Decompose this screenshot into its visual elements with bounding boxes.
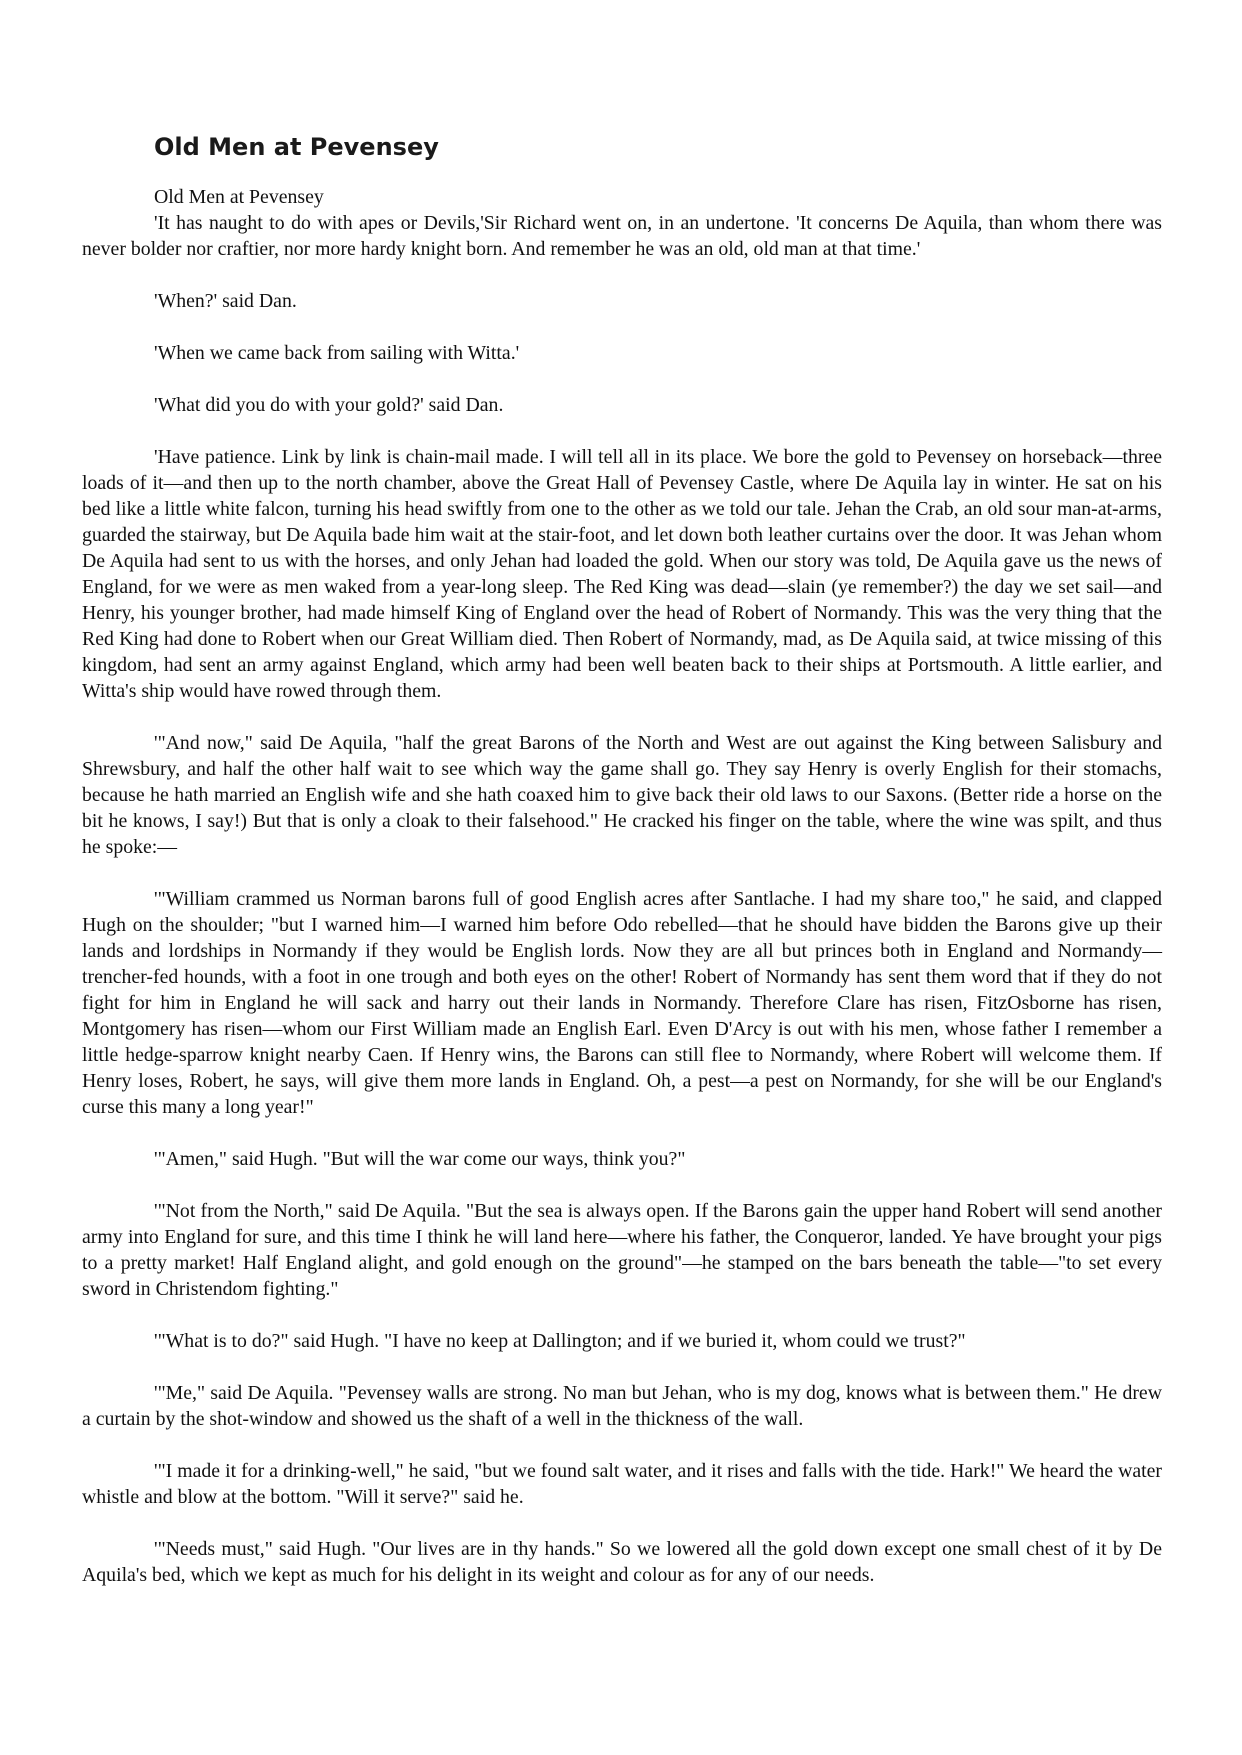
paragraph: 'What did you do with your gold?' said Dan. — [154, 394, 504, 416]
paragraph: 'When we came back from sailing with Witta.' — [154, 342, 520, 364]
paragraph: '"What is to do?" said Hugh. "I have no keep at Dallington; and if we buried it, whom could we trust?" — [154, 1330, 966, 1352]
paragraph: '"I made it for a drinking-well," he said, "but we found salt water, and it rises and falls with the tide. Hark!" We heard the water whistle and blow at the bottom. "Will it serve?" said he. — [82, 1460, 1162, 1508]
paragraph: '"Amen," said Hugh. "But will the war come our ways, think you?" — [154, 1148, 686, 1170]
paragraph: '"William crammed us Norman barons full of good English acres after Santlache. I had my share too," he said, and clapped Hugh on the shoulder; "but I warned him—I warned him before Odo rebelled—that he should have bidden the Barons give up their lands and lordships in Normandy if they would be English lords. Now they are all but princes both in England and Normandy—trencher-fed hounds, with a foot in one trough and both eyes on the other! Robert of Normandy has sent them word that if they do not fight for him in England he will sack and harry out their lands in Normandy. Therefore Clare has risen, FitzOsborne has risen, Montgomery has risen—whom our First William made an English Earl. Even D'Arcy is out with his men, whose father I remember a little hedge-sparrow knight nearby Caen. If Henry wins, the Barons can still flee to Normandy, where Robert will welcome them. If Henry loses, Robert, he says, will give them more lands in England. Oh, a pest—a pest on Normandy, for she will be our England's curse this many a long year!" — [82, 888, 1162, 1118]
document-page — [82, 130, 1162, 1588]
paragraph: '"Not from the North," said De Aquila. "But the sea is always open. If the Barons gain the upper hand Robert will send another army into England for sure, and this time I think he will land here—where his father, the Conqueror, landed. Ye have brought your pigs to a pretty market! Half England alight, and gold enough on the ground"—he stamped on the bars beneath the table—"to set every sword in Christendom fighting." — [82, 1200, 1162, 1300]
paragraph: '"And now," said De Aquila, "half the great Barons of the North and West are out against the King between Salisbury and Shrewsbury, and half the other half wait to see which way the game shall go. They say Henry is overly English for their stomachs, because he hath married an English wife and she hath coaxed him to give back their old laws to our Saxons. (Better ride a horse on the bit he knows, I say!) But that is only a cloak to their falsehood." He cracked his finger on the table, where the wine was spilt, and thus he spoke:— — [82, 732, 1162, 858]
paragraph: 'When?' said Dan. — [154, 290, 297, 312]
paragraph: '"Me," said De Aquila. "Pevensey walls are strong. No man but Jehan, who is my dog, knows what is between them." He drew a curtain by the shot-window and showed us the shaft of a well in the thickness of the wall. — [82, 1382, 1162, 1430]
paragraph-subtitle: Old Men at Pevensey — [154, 186, 324, 208]
paragraph: 'Have patience. Link by link is chain-mail made. I will tell all in its place. We bore the gold to Pevensey on horseback—three loads of it—and then up to the north chamber, above the Great Hall of Pevensey Castle, where De Aquila lay in winter. He sat on his bed like a little white falcon, turning his head swiftly from one to the other as we told our tale. Jehan the Crab, an old sour man-at-arms, guarded the stairway, but De Aquila bade him wait at the stair-foot, and let down both leather curtains over the door. It was Jehan whom De Aquila had sent to us with the horses, and only Jehan had loaded the gold. When our story was told, De Aquila gave us the news of England, for we were as men waked from a year-long sleep. The Red King was dead—slain (ye remember?) the day we set sail—and Henry, his younger brother, had made himself King of England over the head of Robert of Normandy. This was the very thing that the Red King had done to Robert when our Great William died. Then Robert of Normandy, mad, as De Aquila said, at twice missing of this kingdom, had sent an army against England, which army had been well beaten back to their ships at Portsmouth. A little earlier, and Witta's ship would have rowed through them. — [82, 446, 1162, 702]
chapter-title: Old Men at Pevensey — [154, 133, 439, 161]
paragraph: '"Needs must," said Hugh. "Our lives are in thy hands." So we lowered all the gold down except one small chest of it by De Aquila's bed, which we kept as much for his delight in its weight and colour as for any of our needs. — [82, 1538, 1162, 1586]
paragraph: 'It has naught to do with apes or Devils,'Sir Richard went on, in an undertone. 'It concerns De Aquila, than whom there was never bolder nor craftier, nor more hardy knight born. And remember he was an old, old man at that time.' — [82, 212, 1162, 260]
